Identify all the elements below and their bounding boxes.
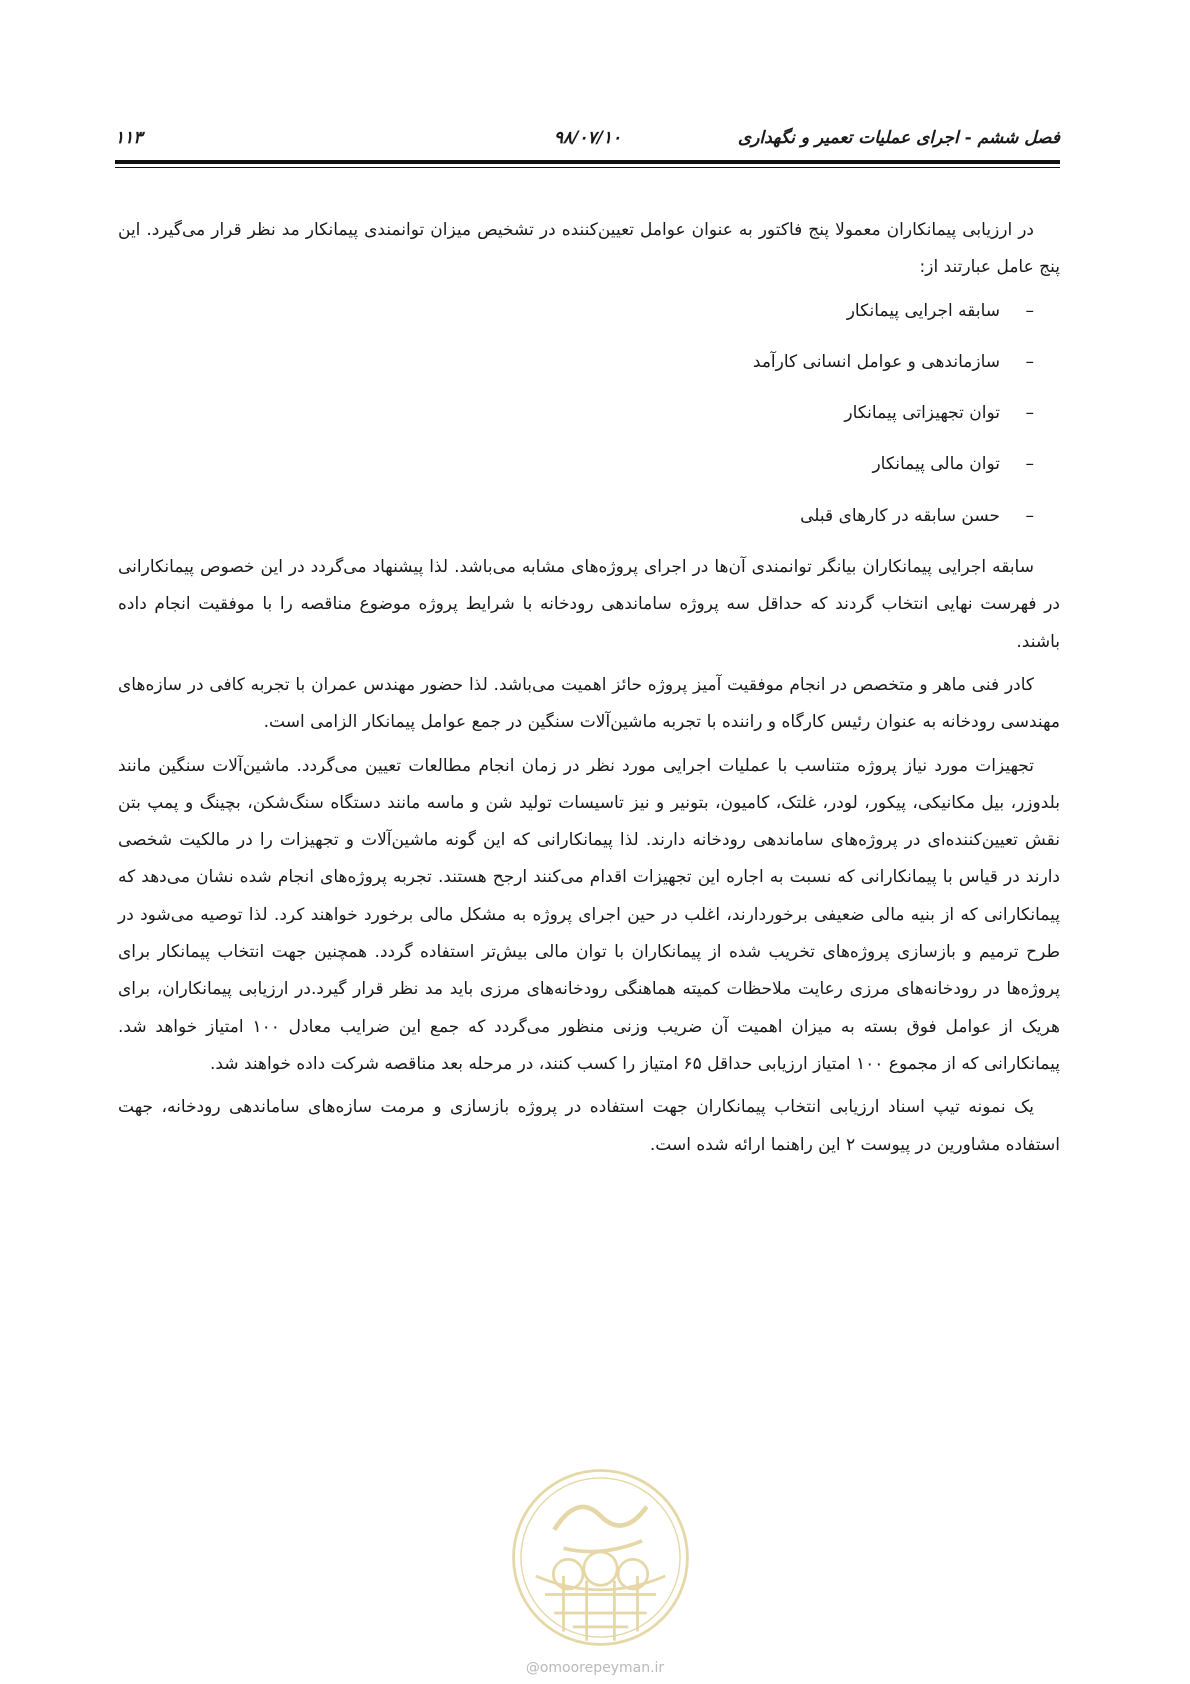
body-text [118,212,1060,1170]
list-item: –سازماندهی و عوامل انسانی کارآمد [118,344,1034,381]
header-rule-thin [115,167,1060,168]
page-number: ۱۱۳ [115,128,143,148]
list-item: –سابقه اجرایی پیمانکار [118,293,1034,330]
list-bullet: – [1025,505,1034,526]
list-bullet: – [1025,454,1034,475]
list-item: –توان مالی پیمانکار [118,446,1034,483]
list-item: –توان تجهیزاتی پیمانکار [118,395,1034,432]
header-date: ۹۸/۰۷/۱۰ [553,128,622,148]
list-bullet: – [1025,351,1034,372]
list-bullet: – [1025,300,1034,321]
paragraph-appendix: یک نمونه تیپ اسناد ارزیابی انتخاب پیمانکاران جهت استفاده در پروژه بازسازی و مرمت سازه‌های ساماندهی رودخانه، جهت استفاده مشاورین در پیوست ۲ این راهنما ارائه شده است. [118,1097,1060,1155]
intro-paragraph: در ارزیابی پیمانکاران معمولا پنج فاکتور به عنوان عوامل تعیین‌کننده در تشخیص میزان توانمندی پیمانکار مد نظر قرار می‌گیرد. این پنج عامل عبارتند از: [118,220,1060,278]
page-header [115,128,1060,158]
seal-logo-icon [508,1465,693,1650]
chapter-title: فصل ششم - اجرای عملیات تعمیر و نگهداری [737,128,1060,148]
watermark-text: @omoorepeyman.ir [525,1660,665,1676]
paragraph-experience: سابقه اجرایی پیمانکاران بیانگر توانمندی آن‌ها در اجرای پروژه‌های مشابه می‌باشد. لذا پیشنهاد می‌گردد در این خصوص پیمانکارانی در فهرست نهایی انتخاب گردند که حداقل سه پروژه ساماندهی رودخانه با شرایط پروژه موضوع مناقصه را با موفقیت انجام داده باشند. [118,557,1060,652]
factor-list [118,293,1060,535]
paragraph-equipment: تجهیزات مورد نیاز پروژه متناسب با عملیات اجرایی مورد نظر در زمان انجام مطالعات تعیین می‌گردد. ماشین‌آلات سنگین مانند بلدوزر، بیل مکانیکی، پیکور، لودر، غلتک، کامیون، بتونیر و نیز تاسیسات تولید شن و ماسه مانند دستگاه سنگ‌شکن، بچینگ و پمپ بتن نقش تعیین‌کننده‌ای در پروژه‌های ساماندهی رودخانه دارند. لذا پیمانکارانی که این گونه ماشین‌آلات و تجهیزات را در مالکیت شخصی دارند در قیاس با پیمانکارانی که نسبت به اجاره این تجهیزات اقدام می‌کنند ارجح هستند. تجربه پروژه‌های انجام شده نشان می‌دهد که پیمانکارانی که از بنیه مالی ضعیفی برخوردارند، اغلب در حین اجرای پروژه به مشکل مالی برخورد خواهند کرد. لذا توصیه می‌شود در طرح ترمیم و بازسازی پروژه‌های تخریب شده از پیمانکاران با توان مالی بیش‌تر استفاده گردد. همچنین جهت انتخاب پیمانکار برای پروژه‌ها در رودخانه‌های مرزی رعایت ملاحظات کمیته هماهنگی رودخانه‌های مرزی باید مد نظر قرار گیرد.در ارزیابی پیمانکاران، برای هریک از عوامل فوق بسته به میزان اهمیت آن ضریب وزنی منظور می‌گردد که جمع این ضرایب معادل ۱۰۰ امتیاز خواهد شد. پیمانکارانی که از مجموع ۱۰۰ امتیاز ارزیابی حداقل ۶۵ امتیاز را کسب کنند، در مرحله بعد مناقصه شرکت داده خواهند شد. [118,755,1060,1074]
list-item: –حسن سابقه در کارهای قبلی [118,498,1034,535]
header-rule-thick [115,160,1060,164]
list-bullet: – [1025,403,1034,424]
paragraph-staff: کادر فنی ماهر و متخصص در انجام موفقیت آمیز پروژه حائز اهمیت می‌باشد. لذا حضور مهندس عمران با تجربه کافی در سازه‌های مهندسی رودخانه به عنوان رئیس کارگاه و راننده با تجربه ماشین‌آلات سنگین در جمع عوامل پیمانکار الزامی است. [118,674,1060,733]
